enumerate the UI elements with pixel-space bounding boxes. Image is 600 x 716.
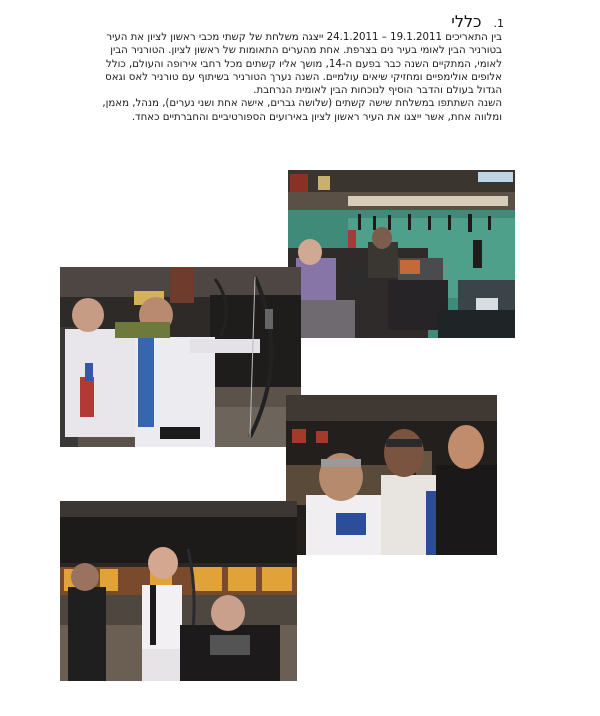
- photo-archers-shooting: [60, 267, 301, 447]
- paragraph-intro: בין התאריכים 19.1.2011 – 24.1.2011 ייצגה משלחת של קשתי מכבי ראשון לציון את העיר בטורניר הבין לאומי בעיר נים בצרפת. אחת מהערים התאומות של ראשון לציון. הטורניר הבין לאומי, המתקיים השנה כבר בפעם ה-14, מושך אליו קשתים מכל רחבי אירופה והעולם, כולל אלופים אולימפיים ומחזיקי שיאים עולמיים. השנה נערך הטורניר בשיתוף עם טורניר לאס וגאס הגדול בעולם והדבר הוסיף לנוכחות הבין לאומית הנרחבת.: [105, 32, 502, 97]
- paragraph-delegation: השנה השתתפו במשלחת שישה קשתים (שלושה גברים, אישה אחת ושני נערים), מנהל, מאמן, ומלווה אחת, אשר ייצגו את העיר ראשון לציון באירועים הספורטיביים והחברתיים כאחד.: [102, 98, 502, 123]
- photo-archers-with-coach: [286, 395, 497, 555]
- photo-shooting-line: [60, 501, 297, 681]
- section-title: כללי: [451, 12, 482, 31]
- photo-tournament-hall: [288, 170, 515, 338]
- body-text: [96, 31, 502, 124]
- section-number: 1.: [493, 17, 504, 30]
